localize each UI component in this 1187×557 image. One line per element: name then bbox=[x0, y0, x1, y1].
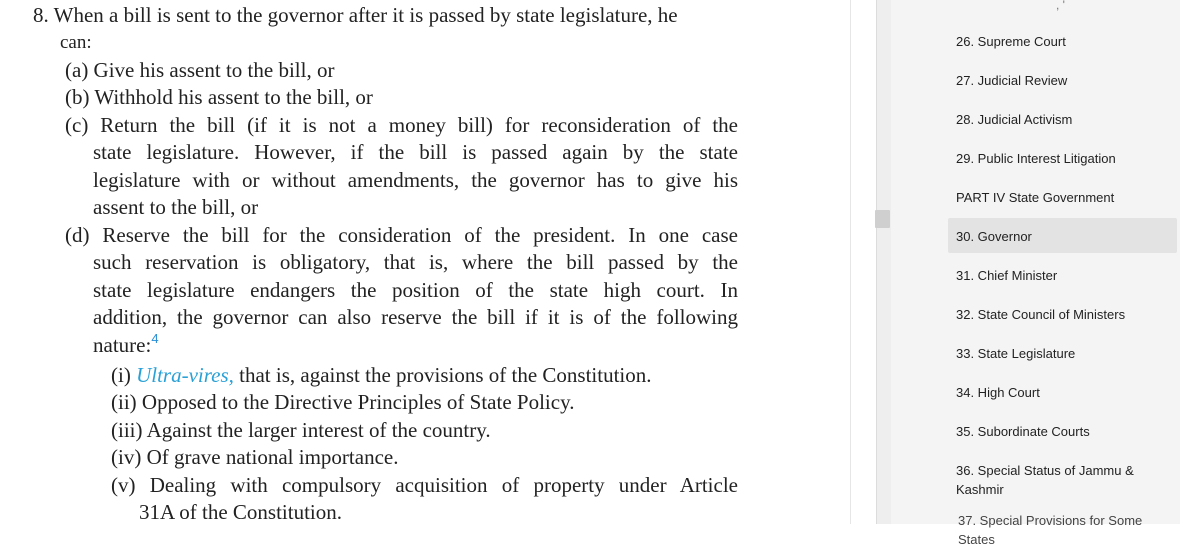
toc-item-special-status-jammu-kashmir[interactable] bbox=[946, 461, 1177, 499]
toc-item-governor[interactable] bbox=[946, 227, 1177, 246]
toc-clipped-top-text: , ' bbox=[1056, 0, 1065, 12]
toc-item-label: 37. Special Provisions for Some States bbox=[958, 513, 1143, 547]
option-d-nature-text: nature: bbox=[93, 333, 152, 357]
ultra-vires-link[interactable]: Ultra-vires, bbox=[136, 363, 234, 387]
toc-item-high-court[interactable] bbox=[946, 383, 1177, 402]
sub-item-iv: (iv) Of grave national importance. bbox=[111, 445, 399, 469]
toc-item-label: PART IV State Government bbox=[956, 190, 1115, 205]
toc-item-state-legislature[interactable] bbox=[946, 344, 1177, 363]
question-8-line-1: 8. When a bill is sent to the governor after it is passed by state legislature, he bbox=[33, 3, 678, 27]
toc-item-label-line-1: 36. Special Status of Jammu & bbox=[956, 463, 1134, 478]
footnote-reference-link[interactable]: 4 bbox=[151, 331, 159, 346]
toc-item-label-line-2: Kashmir bbox=[956, 482, 1004, 497]
table-of-contents-panel bbox=[891, 0, 1180, 547]
toc-item-label: 27. Judicial Review bbox=[956, 73, 1068, 88]
sub-item-v-line-2: 31A of the Constitution. bbox=[139, 500, 343, 524]
option-d-line-4: addition, the governor can also reserve the bill if it is of the following bbox=[93, 305, 738, 329]
toc-item-label: 26. Supreme Court bbox=[956, 34, 1066, 49]
toc-item-clipped-next[interactable] bbox=[958, 513, 1158, 547]
toc-item-label: 33. State Legislature bbox=[956, 346, 1076, 361]
option-c-line-3: legislature with or without amendments, the governor has to give his bbox=[93, 168, 738, 192]
option-d-line-3: state legislature endangers the position of the state high court. In bbox=[93, 278, 738, 302]
toc-item-label: 31. Chief Minister bbox=[956, 268, 1058, 283]
sub-item-i-prefix: (i) bbox=[111, 363, 137, 387]
toc-item-judicial-activism[interactable] bbox=[946, 110, 1177, 129]
reader-scrollbar-track[interactable] bbox=[876, 0, 892, 524]
option-c-line-4: assent to the bill, or bbox=[93, 195, 259, 219]
option-c-line-1: (c) Return the bill (if it is not a money bill) for reconsideration of the bbox=[65, 113, 738, 137]
option-b: (b) Withhold his assent to the bill, or bbox=[65, 85, 373, 109]
option-d-line-2: such reservation is obligatory, that is, where the bill passed by the bbox=[93, 250, 738, 274]
toc-item-label: 32. State Council of Ministers bbox=[956, 307, 1126, 322]
toc-item-label: 35. Subordinate Courts bbox=[956, 424, 1090, 439]
option-d-line-1: (d) Reserve the bill for the consideration of the president. In one case bbox=[65, 223, 738, 247]
option-c-line-2: state legislature. However, if the bill is passed again by the state bbox=[93, 140, 738, 164]
sub-item-i-text: that is, against the provisions of the Constitution. bbox=[233, 363, 652, 387]
toc-item-chief-minister[interactable] bbox=[946, 266, 1177, 285]
toc-item-part-iv-state-government[interactable] bbox=[946, 188, 1177, 207]
toc-item-label: 28. Judicial Activism bbox=[956, 112, 1073, 127]
sub-item-i bbox=[111, 362, 652, 390]
sub-item-v-line-1: (v) Dealing with compulsory acquisition of property under Article bbox=[111, 473, 738, 497]
sub-item-ii: (ii) Opposed to the Directive Principles of State Policy. bbox=[111, 390, 575, 414]
reader-scrollbar-thumb[interactable] bbox=[875, 210, 890, 228]
toc-item-label: 29. Public Interest Litigation bbox=[956, 151, 1116, 166]
pane-divider bbox=[850, 0, 878, 524]
option-d-line-5 bbox=[93, 332, 159, 360]
option-a: (a) Give his assent to the bill, or bbox=[65, 58, 335, 82]
toc-item-subordinate-courts[interactable] bbox=[946, 422, 1177, 441]
toc-item-public-interest-litigation[interactable] bbox=[946, 149, 1177, 168]
toc-item-label: 30. Governor bbox=[956, 229, 1032, 244]
toc-item-supreme-court[interactable] bbox=[946, 32, 1177, 51]
toc-item-state-council-of-ministers[interactable] bbox=[946, 305, 1177, 324]
toc-item-label: 34. High Court bbox=[956, 385, 1040, 400]
sub-item-iii: (iii) Against the larger interest of the country. bbox=[111, 418, 491, 442]
toc-item-judicial-review[interactable] bbox=[946, 71, 1177, 90]
question-8-line-2: can: bbox=[60, 32, 92, 53]
